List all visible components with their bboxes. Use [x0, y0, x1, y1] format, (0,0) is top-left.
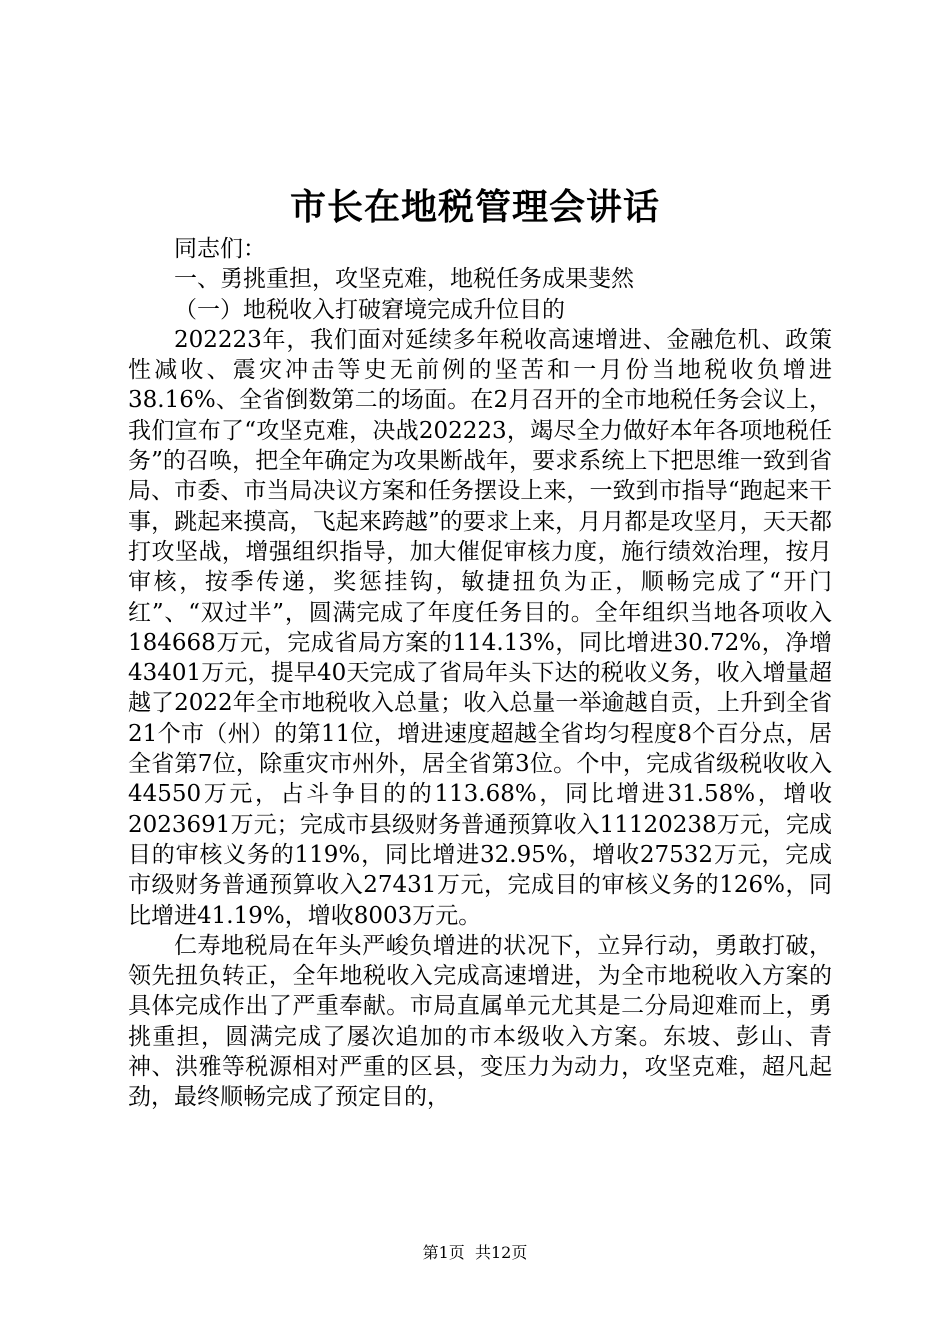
- section-heading: 一、勇挑重担，攻坚克难，地税任务成果斐然: [174, 266, 634, 293]
- page-total: 共12页: [474, 1243, 528, 1262]
- salutation: 同志们：: [174, 236, 266, 262]
- document-title: 市长在地税管理会讲话: [289, 186, 660, 228]
- body-paragraph: 202223年，我们面对延续多年税收高速增进、金融危机、政策性减收、震灾冲击等史无前例的坚苦和一月份当地税收负增进38.16%、全省倒数第二的场面。在2月召开的全市地税任务会议上，我们宣布了“攻坚克难，决战202223，竭尽全力做好本年各项地税任务”的召唤，把全年确定为攻果断战年，要求系统上下把思维一致到省局、市委、市当局决议方案和任务摆设上来，一致到市指导“跑起来干事，跳起来摸高，飞起来跨越”的要求上来，月月都是攻坚月，天天都打攻坚战，增强组织指导，加大催促审核力度，施行绩效治理，按月审核，按季传递，奖惩挂钩，敏捷扭负为正，顺畅完成了“开门红”、“双过半”，圆满完成了年度任务目的。全年组织当地各项收入184668万元，完成省局方案的114.13%，同比增进30.72%，净增43401万元，提早40天完成了省局年头下达的税收义务，收入增量超越了2022年全市地税收入总量；收入总量一举逾越自贡，上升到全省21个市（州）的第11位，增进速度超越全省均匀程度8个百分点，居全省第7位，除重灾市州外，居全省第3位。个中，完成省级税收收入44550万元，占斗争目的的113.68%，同比增进31.58%，增收2023691万元；完成市县级财务普通预算收入11120238万元，完成目的审核义务的119%，同比增进32.95%，增收27532万元，完成市级财务普通预算收入27431万元，完成目的审核义务的126%，同比增进41.19%，增收8003万元。: [128, 326, 832, 929]
- body-paragraph: 仁寿地税局在年头严峻负增进的状况下，立异行动，勇敢打破，领先扭负转正，全年地税收入完成高速增进，为全市地税收入方案的具体完成作出了严重奉献。市局直属单元尤其是二分局迎难而上，勇挑重担，圆满完成了屡次追加的市本级收入方案。东坡、彭山、青神、洪雅等税源相对严重的区县，变压力为动力，攻坚克难，超凡起劲，最终顺畅完成了预定目的，: [128, 932, 832, 1111]
- page-footer: [0, 1242, 950, 1264]
- document-body: [128, 234, 832, 1113]
- page-number: 第1页: [422, 1243, 465, 1262]
- subsection-heading: （一）地税收入打破窘境完成升位目的: [174, 296, 565, 323]
